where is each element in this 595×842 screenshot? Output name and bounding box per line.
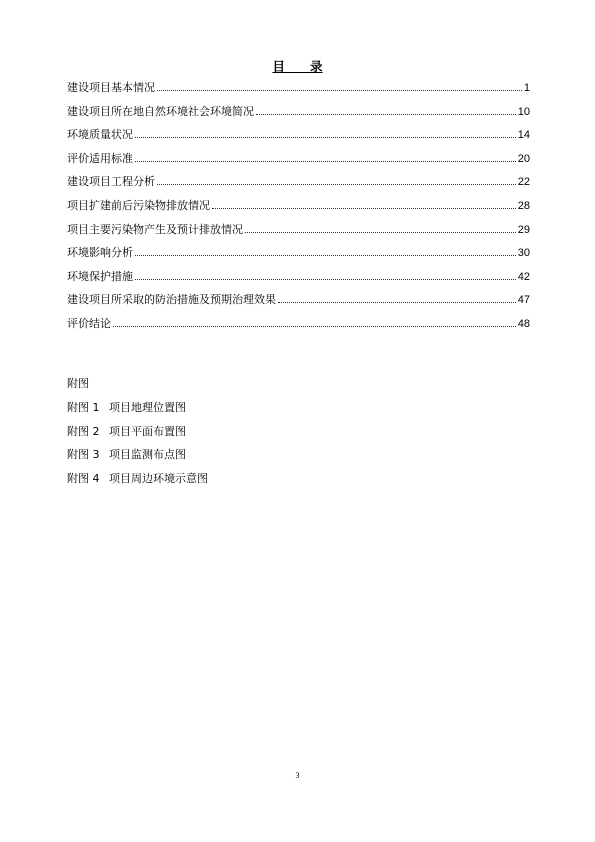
toc-entry-label: 建设项目所采取的防治措施及预期治理效果 [67,293,276,307]
toc-entry[interactable] [67,316,530,340]
toc-entry[interactable] [67,127,530,151]
toc-entry[interactable] [67,104,530,128]
page-title [0,57,595,75]
toc-entry-page: 14 [517,129,530,142]
toc-leader-dots [135,255,516,256]
toc-entry[interactable] [67,174,530,198]
toc-entry-label: 建设项目基本情况 [67,81,155,94]
toc-entry[interactable] [67,80,530,104]
toc-entry[interactable] [67,269,530,293]
toc-entry-page: 47 [517,294,530,307]
toc-entry-page: 28 [517,199,530,212]
appendix-item-label: 项目监测布点图 [109,448,186,462]
toc-entry-page: 29 [517,223,530,236]
toc-entry-page: 42 [517,270,530,283]
toc-entry[interactable] [67,292,530,316]
toc-entry-label: 环境影响分析 [67,246,133,260]
toc-entry-label: 环境质量状况 [67,128,133,142]
appendix-item-number: 附图 2 [67,424,100,438]
toc-entry-page: 20 [517,152,530,165]
toc-entry[interactable] [67,198,530,222]
toc-entry-label: 项目扩建前后污染物排放情况 [67,198,210,212]
appendix-heading: 附图 [67,377,89,390]
appendix-item-label: 项目周边环境示意图 [109,471,208,485]
toc-entry-label: 评价结论 [67,316,111,330]
toc-leader-dots [256,114,516,115]
toc-leader-dots [245,232,516,233]
toc-entry-label: 环境保护措施 [67,269,133,283]
appendix-item-number: 附图 3 [67,448,100,462]
toc-leader-dots [135,279,516,280]
toc-leader-dots [212,208,516,209]
toc-entry-page: 30 [517,247,530,260]
appendix-item[interactable] [67,447,208,471]
toc-leader-dots [157,184,516,185]
toc-entry-label: 建设项目所在地自然环境社会环境简况 [67,104,254,118]
toc-entry-label: 建设项目工程分析 [67,175,155,189]
toc-entry-label: 项目主要污染物产生及预计排放情况 [67,222,243,236]
toc-entry[interactable] [67,222,530,246]
appendix-section [67,376,208,494]
appendix-item-label: 项目平面布置图 [109,424,186,438]
appendix-item[interactable] [67,471,208,495]
toc-entry-page: 10 [517,105,530,118]
toc-leader-dots [157,90,522,91]
appendix-item-number: 附图 4 [67,471,100,485]
toc-entry-page: 22 [517,176,530,189]
toc-entry[interactable] [67,151,530,175]
page-number: 3 [295,771,300,780]
toc-entry[interactable] [67,245,530,269]
table-of-contents [67,80,530,340]
appendix-item-label: 项目地理位置图 [109,401,186,414]
toc-entry-page: 1 [523,82,530,94]
appendix-list [67,400,208,494]
toc-leader-dots [135,161,516,162]
toc-entry-label: 评价适用标准 [67,151,133,165]
toc-leader-dots [278,302,516,303]
toc-title-text: 目 录 [272,59,323,74]
toc-leader-dots [135,137,516,138]
appendix-item[interactable] [67,400,208,424]
toc-leader-dots [113,326,516,327]
appendix-item-number: 附图 1 [67,401,100,414]
appendix-item[interactable] [67,424,208,448]
toc-entry-page: 48 [517,317,530,330]
